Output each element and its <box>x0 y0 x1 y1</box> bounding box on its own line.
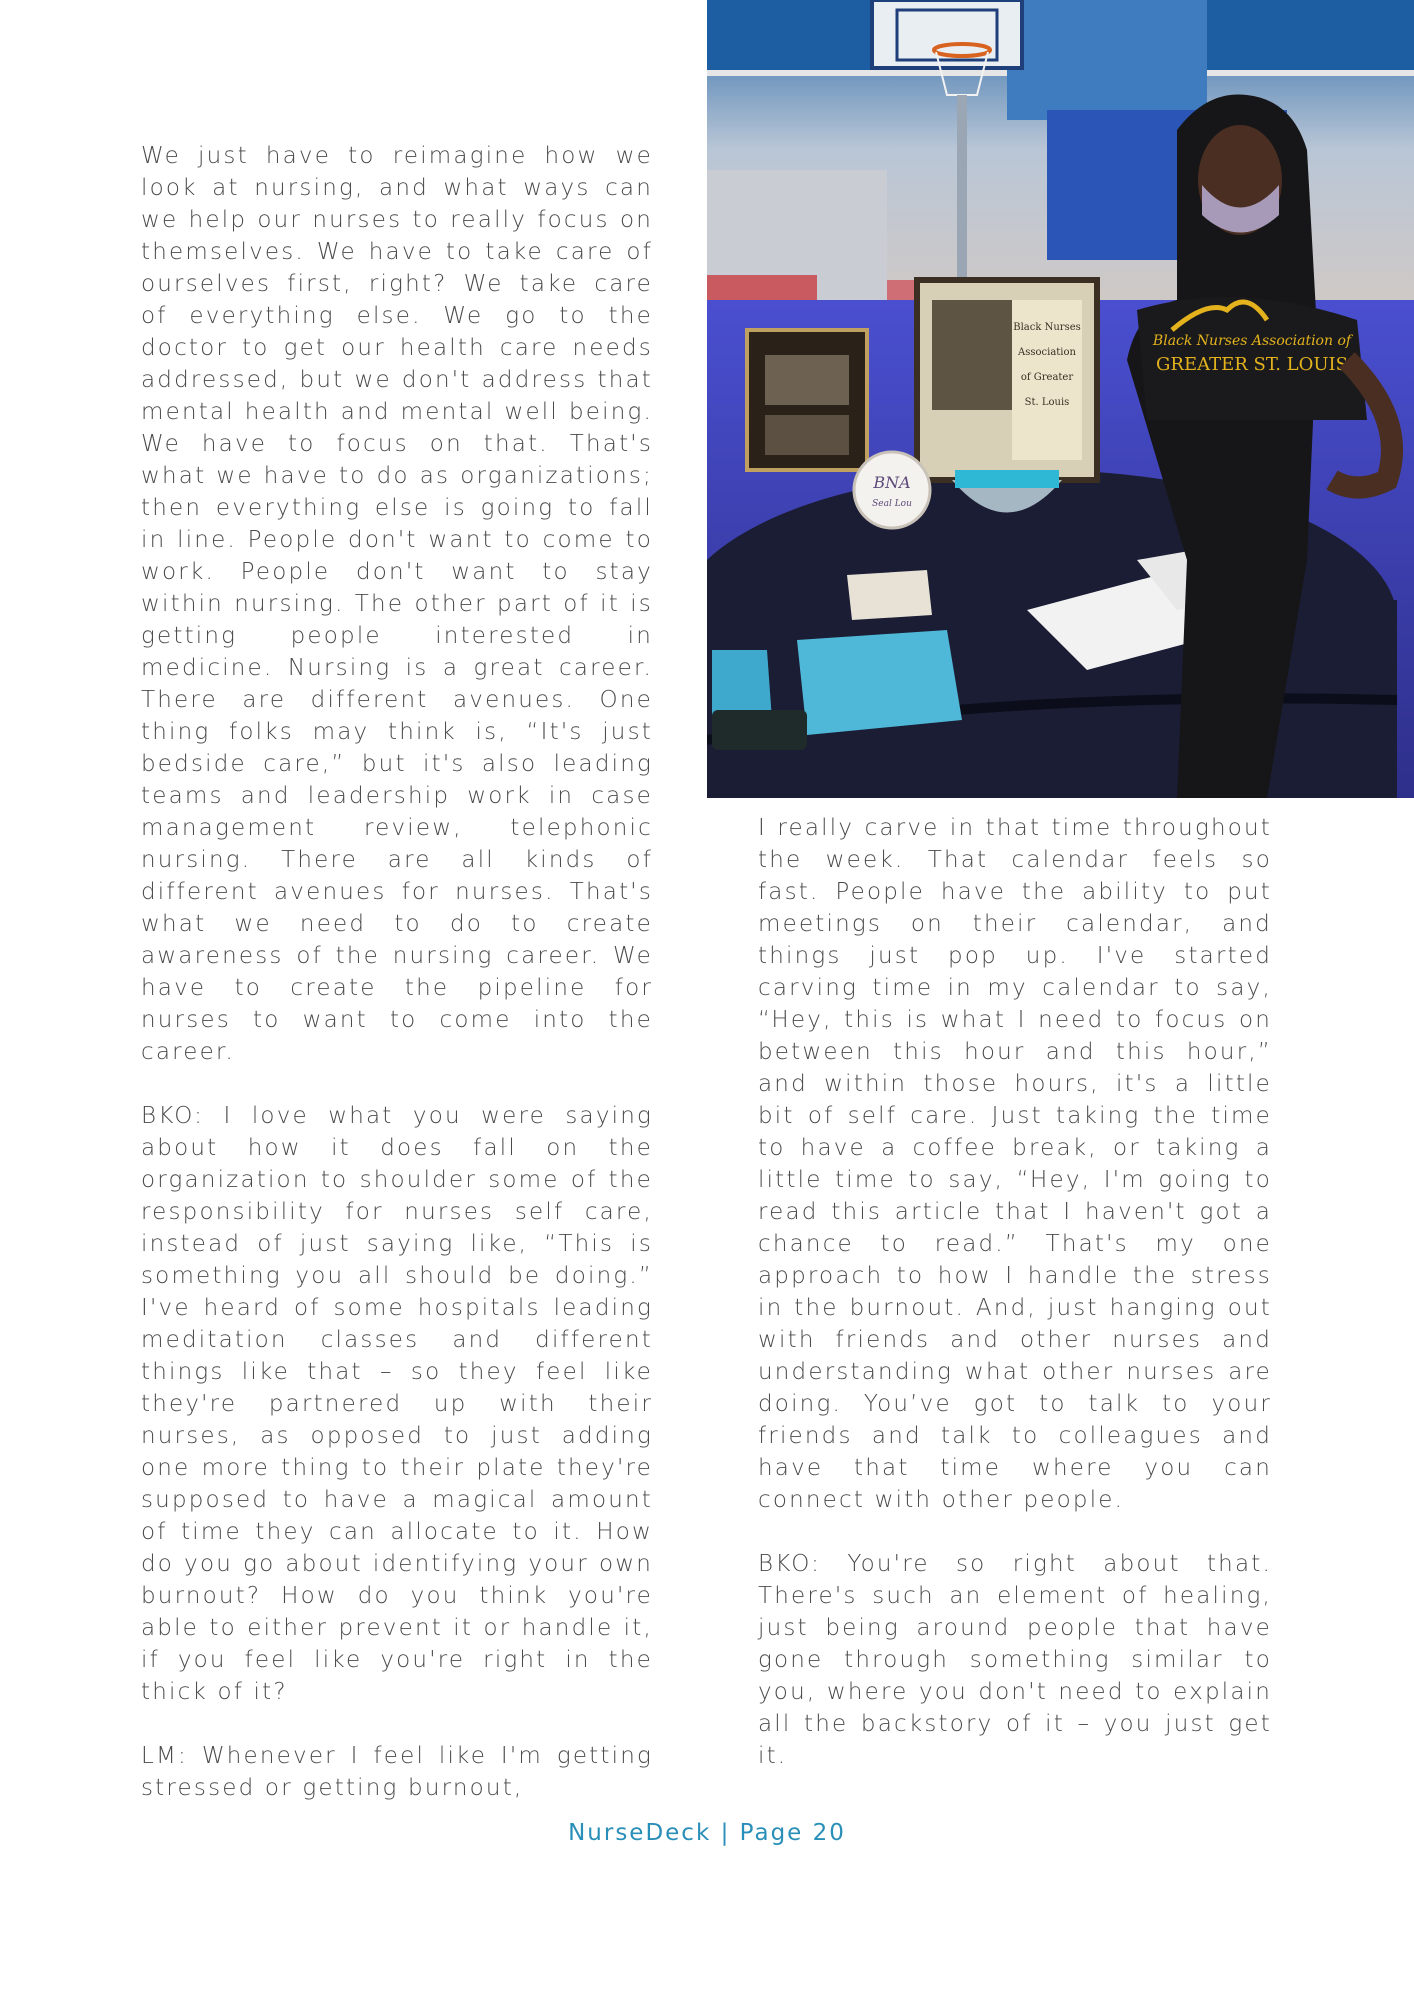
shirt-print-text: GREATER ST. LOUIS <box>1156 354 1348 375</box>
paragraph: I really carve in that time throughout the week. That calendar feels so fast. People have the ability to put meetings on their calendar, and things just pop up. I've started carving time in my calendar to say, “Hey, this is what I need to focus on between this hour and this hour,” and within those hours, it's a little bit of self care. Just taking the time to have a coffee break, or taking a little time to say, “Hey, I'm going to read this article that I haven't got a chance to read.” That's my one approach to how I handle the stress in the burnout. And, just hanging out with friends and other nurses and understanding what other nurses are doing. You’ve got to talk to your friends and talk to colleagues and have that time where you can connect with other people. <box>758 815 1272 1513</box>
left-column <box>141 140 653 1804</box>
poster-text-line: of Greater <box>1020 372 1074 383</box>
plate-text: BNA <box>873 473 911 492</box>
paragraph: BKO: You're so right about that. There's such an element of healing, just being around people that have gone through something similar to you, where you don't need to explain all the backstory of it – you just get it. <box>758 1551 1272 1769</box>
paragraph: We just have to reimagine how we look at nursing, and what ways can we help our nurses to really focus on themselves. We have to take care of ourselves first, right? We take care of everything else. We go to the doctor to get our health care needs addressed, but we don't address that mental health and mental well being. We have to focus on that. That's what we have to do as organizations; then everything else is going to fall in line. People don't want to come to work. People don't want to stay within nursing. The other part of it is getting people interested in medicine. Nursing is a great career. There are different avenues. One thing folks may think is, “It's just bedside care,” but it's also leading teams and leadership work in case management review, telephonic nursing. There are all kinds of different avenues for nurses. That's what we need to do to create awareness of the nursing career. We have to create the pipeline for nurses to want to come into the career. <box>141 143 653 1065</box>
paragraph: BKO: I love what you were saying about how it does fall on the organization to shoulder some of the responsibility for nurses self care, instead of just saying like, “This is something you all should be doing.” I've heard of some hospitals leading meditation classes and different things like that – so they feel like they're partnered up with their nurses, as opposed to just adding one more thing to their plate they're supposed to have a magical amount of time they can allocate to it. How do you go about identifying your own burnout? How do you think you're able to either prevent it or handle it, if you feel like you're right in the thick of it? <box>141 1103 653 1705</box>
poster-text-line: Association <box>1018 347 1076 358</box>
page-footer: NurseDeck | Page 20 <box>568 1820 846 1846</box>
paragraph: LM: Whenever I feel like I'm getting stressed or getting burnout, <box>141 1743 653 1801</box>
event-photo <box>707 0 1414 798</box>
plate-text: Seal Lou <box>872 499 912 509</box>
shirt-print-text: Black Nurses Association of <box>1152 333 1352 349</box>
poster-text-line: St. Louis <box>1024 397 1070 408</box>
poster-text-line: Black Nurses <box>1013 322 1081 333</box>
right-column <box>758 812 1272 1772</box>
